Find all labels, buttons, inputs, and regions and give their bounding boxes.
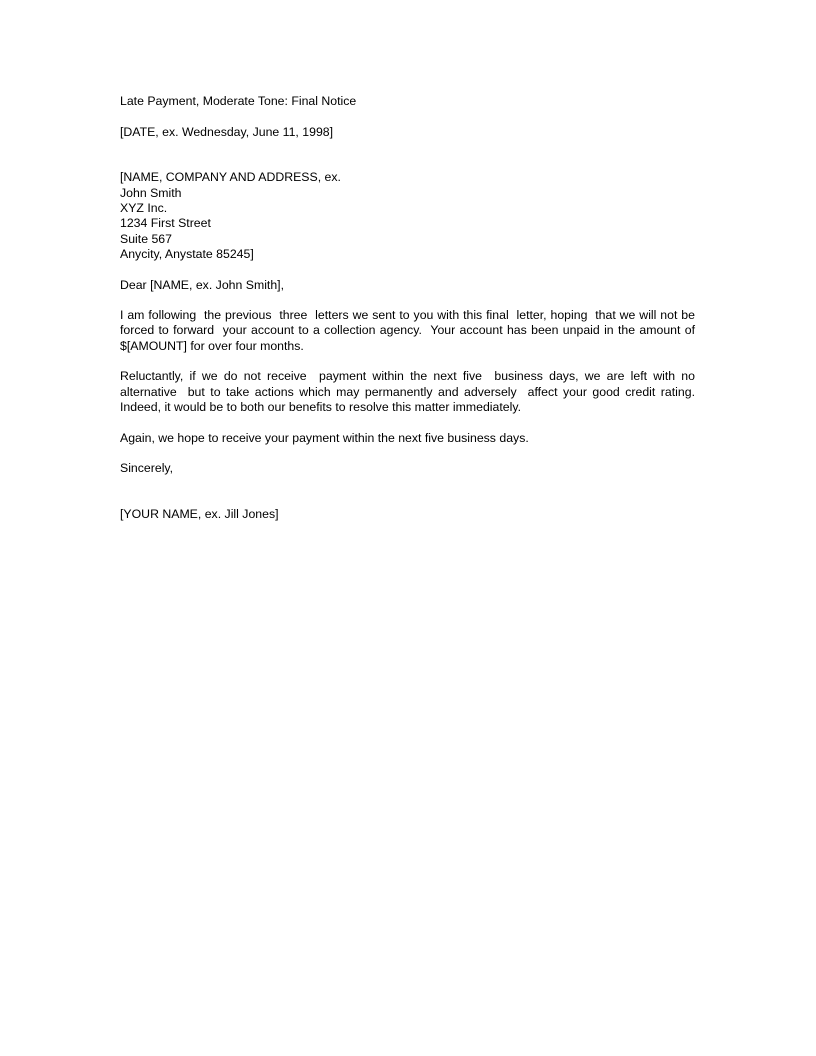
body-paragraph-1: I am following the previous three letters we sent to you with this final letter, hoping that we will not be forced to forward your account to a collection agency. Your account has been unpaid in the amount of $[AMOUNT] for over four months.	[120, 308, 699, 353]
spacer	[120, 354, 695, 369]
body-paragraph-3: Again, we hope to receive your payment within the next five business days.	[120, 430, 529, 445]
signature: [YOUR NAME, ex. Jill Jones]	[120, 507, 279, 522]
spacer	[120, 262, 695, 277]
letter-page	[120, 94, 702, 522]
recipient-line: 1234 First Street	[120, 216, 211, 231]
recipient-line: XYZ Inc.	[120, 201, 168, 216]
recipient-address-block	[120, 170, 695, 262]
closing: Sincerely,	[120, 461, 174, 476]
spacer	[120, 140, 695, 171]
recipient-line: John Smith	[120, 185, 182, 200]
salutation: Dear [NAME, ex. John Smith],	[120, 277, 285, 292]
spacer	[120, 293, 695, 308]
recipient-line: Anycity, Anystate 85245]	[120, 246, 254, 261]
body-paragraph-2: Reluctantly, if we do not receive payment within the next five business days, we are left with no alternative but to take actions which may permanently and adversely affect your good credit rating. Indeed, it would be to both our benefits to resolve this matter immediately.	[120, 369, 702, 414]
spacer	[120, 476, 695, 507]
spacer	[120, 415, 695, 430]
letter-date: [DATE, ex. Wednesday, June 11, 1998]	[120, 124, 334, 139]
recipient-line: [NAME, COMPANY AND ADDRESS, ex.	[120, 170, 341, 185]
spacer	[120, 446, 695, 461]
letter-title: Late Payment, Moderate Tone: Final Notice	[120, 94, 357, 108]
recipient-line: Suite 567	[120, 231, 172, 246]
spacer	[120, 109, 695, 124]
